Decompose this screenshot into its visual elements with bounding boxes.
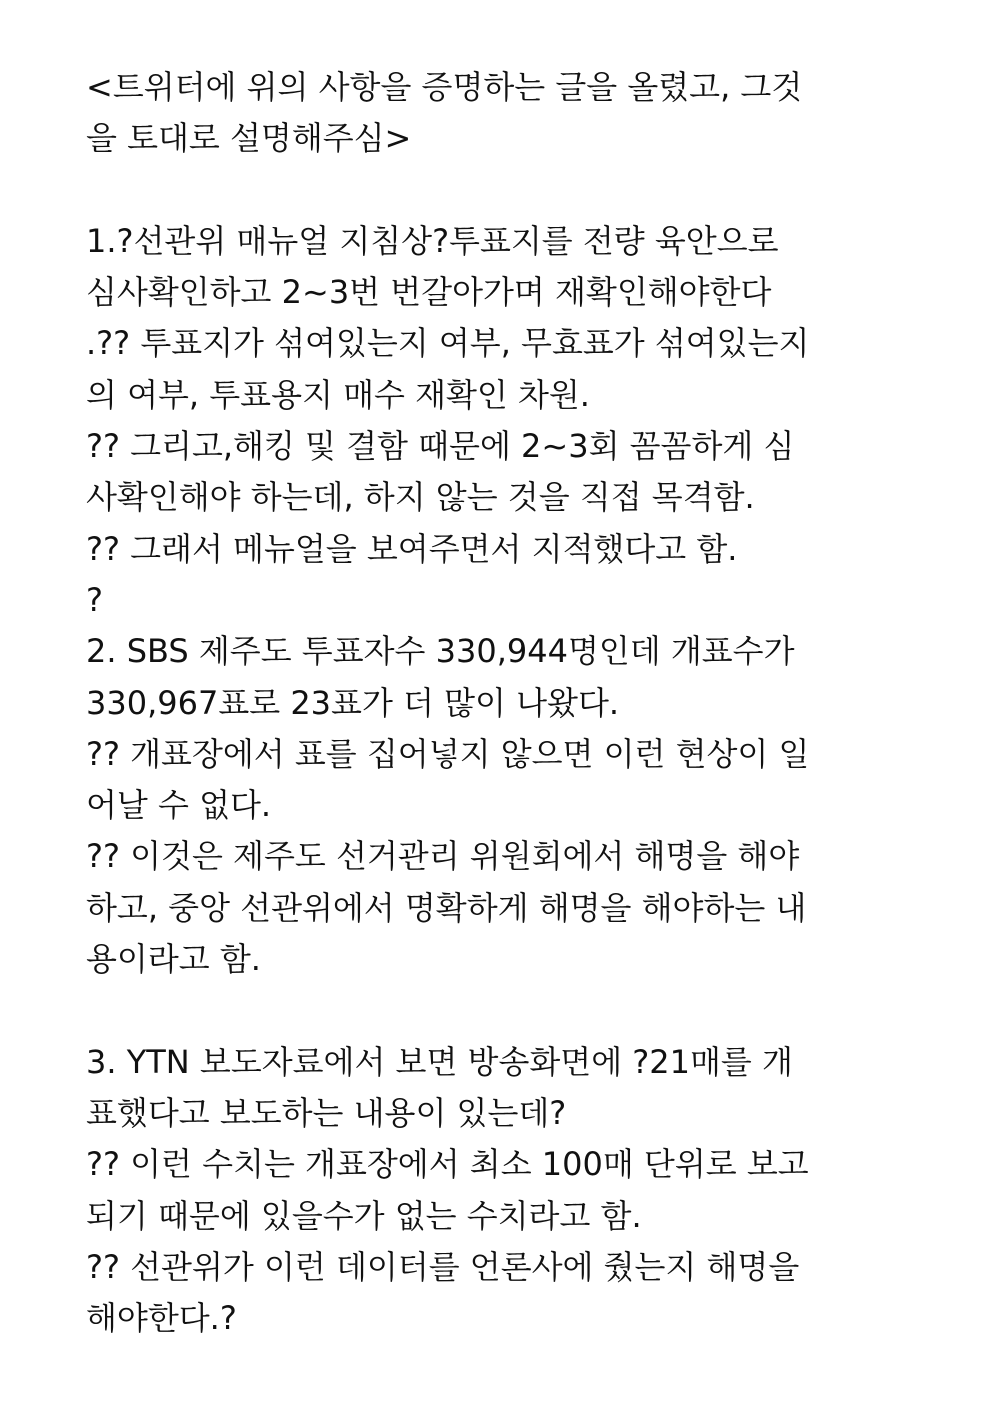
text-line: 용이라고 함. (86, 940, 261, 979)
text-line: ?? 개표장에서 표를 집어넣지 않으면 이런 현상이 일 (86, 734, 810, 773)
document-body (86, 62, 966, 1344)
section-1 (86, 216, 966, 626)
text-line: 을 토대로 설명해주심> (86, 119, 412, 158)
text-line: ?? 선관위가 이런 데이터를 언론사에 줬는지 해명을 (86, 1247, 800, 1286)
text-line: 3. YTN 보도자료에서 보면 방송화면에 ?21매를 개 (86, 1042, 793, 1081)
paragraph-spacer (86, 985, 966, 1036)
text-line: ? (86, 580, 103, 619)
text-line: 어날 수 없다. (86, 786, 272, 825)
text-line: 해야한다.? (86, 1299, 237, 1338)
text-line: 사확인해야 하는데, 하지 않는 것을 직접 목격함. (86, 478, 755, 517)
text-line: 의 여부, 투표용지 매수 재확인 차원. (86, 375, 590, 414)
intro-paragraph (86, 62, 966, 165)
text-line: 되기 때문에 있을수가 없는 수치라고 함. (86, 1196, 642, 1235)
text-line: 1.?선관위 매뉴얼 지침상?투표지를 전량 육안으로 (86, 221, 779, 260)
text-line: 330,967표로 23표가 더 많이 나왔다. (86, 683, 620, 722)
text-line: .?? 투표지가 섞여있는지 여부, 무효표가 섞여있는지 (86, 324, 810, 363)
text-line: 하고, 중앙 선관위에서 명확하게 해명을 해야하는 내 (86, 888, 807, 927)
paragraph-spacer (86, 165, 966, 216)
text-line: ?? 그래서 메뉴얼을 보여주면서 지적했다고 함. (86, 529, 738, 568)
text-line: 심사확인하고 2~3번 번갈아가며 재확인해야한다 (86, 273, 772, 312)
text-line: 2. SBS 제주도 투표자수 330,944명인데 개표수가 (86, 632, 795, 671)
text-line: ?? 이런 수치는 개표장에서 최소 100매 단위로 보고 (86, 1145, 809, 1184)
section-2 (86, 626, 966, 985)
text-line: ?? 그리고,해킹 및 결함 때문에 2~3회 꼼꼼하게 심 (86, 427, 795, 466)
text-line: 표했다고 보도하는 내용이 있는데? (86, 1093, 567, 1132)
text-line: <트위터에 위의 사항을 증명하는 글을 올렸고, 그것 (86, 68, 803, 106)
text-line: ?? 이것은 제주도 선거관리 위원회에서 해명을 해야 (86, 837, 800, 876)
section-3 (86, 1037, 966, 1345)
